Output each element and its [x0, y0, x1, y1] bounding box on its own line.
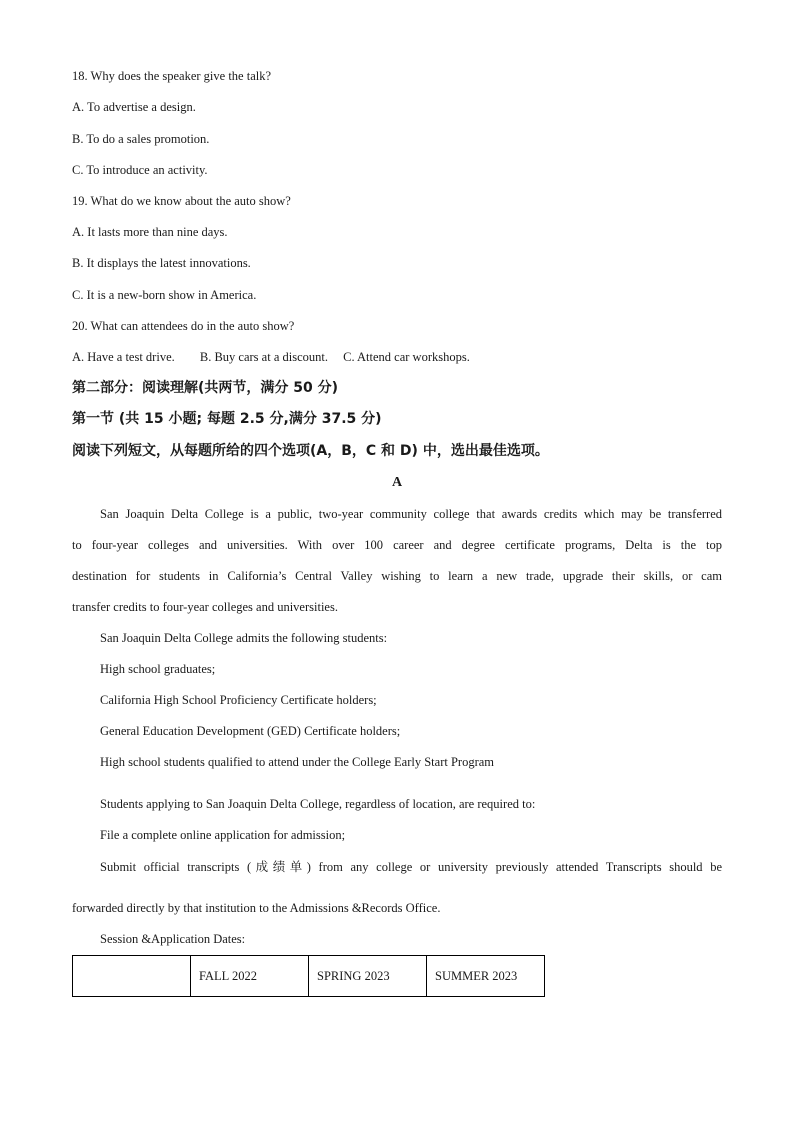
section1-heading: 第一节 (共 15 小题; 每题 2.5 分,满分 37.5 分) — [72, 411, 382, 427]
intro-line-4: transfer credits to four-year colleges and universities. — [72, 600, 338, 614]
q20-option-a: A. Have a test drive. — [72, 350, 175, 364]
requirement-1: File a complete online application for admission; — [100, 828, 346, 842]
session-dates-table — [72, 955, 545, 997]
q18-option-c: C. To introduce an activity. — [72, 163, 208, 177]
intro-line-1: San Joaquin Delta College is a public, two-year community college that awards credits which may be transferred — [100, 507, 722, 521]
q20-option-c: C. Attend car workshops. — [343, 350, 470, 364]
intro-line-2: to four-year colleges and universities. With over 100 career and degree certificate programs, Delta is the top — [72, 538, 722, 552]
admits-item-2: California High School Proficiency Certificate holders; — [100, 693, 377, 707]
table-header-row — [73, 956, 545, 997]
table-header-empty — [73, 956, 191, 997]
admits-item-1: High school graduates; — [100, 662, 216, 676]
admits-intro: San Joaquin Delta College admits the following students: — [100, 631, 388, 645]
q18-option-a: A. To advertise a design. — [72, 100, 196, 114]
requirement-2-line-1: Submit official transcripts (成绩单) from any college or university previously attended Transcripts should be — [100, 860, 722, 874]
q19-option-b: B. It displays the latest innovations. — [72, 256, 251, 270]
session-heading: Session &Application Dates: — [100, 932, 246, 946]
part2-heading: 第二部分：阅读理解(共两节，满分 50 分) — [72, 380, 339, 396]
q19-option-a: A. It lasts more than nine days. — [72, 225, 228, 239]
intro-line-3: destination for students in California’s Central Valley wishing to learn a new trade, upgrade their skills, or cam — [72, 569, 722, 583]
passage-label: A — [391, 475, 403, 490]
admits-item-3: General Education Development (GED) Certificate holders; — [100, 724, 401, 738]
q20-option-b: B. Buy cars at a discount. — [199, 350, 328, 364]
question-19: 19. What do we know about the auto show? — [72, 194, 291, 208]
q18-option-b: B. To do a sales promotion. — [72, 132, 210, 146]
requirement-2-line-2: forwarded directly by that institution to the Admissions &Records Office. — [72, 901, 441, 915]
q20-options — [72, 349, 470, 365]
table-header-spring-2023: SPRING 2023 — [309, 956, 427, 997]
question-20: 20. What can attendees do in the auto show? — [72, 319, 295, 333]
admits-item-4: High school students qualified to attend under the College Early Start Program — [100, 755, 495, 769]
question-18: 18. Why does the speaker give the talk? — [72, 69, 272, 83]
reading-instruction: 阅读下列短文，从每题所给的四个选项(A，B，C 和 D) 中，选出最佳选项。 — [72, 443, 549, 459]
table-header-fall-2022: FALL 2022 — [191, 956, 309, 997]
table-header-summer-2023: SUMMER 2023 — [427, 956, 545, 997]
q19-option-c: C. It is a new-born show in America. — [72, 288, 257, 302]
requirements-intro: Students applying to San Joaquin Delta College, regardless of location, are required to: — [100, 797, 536, 811]
